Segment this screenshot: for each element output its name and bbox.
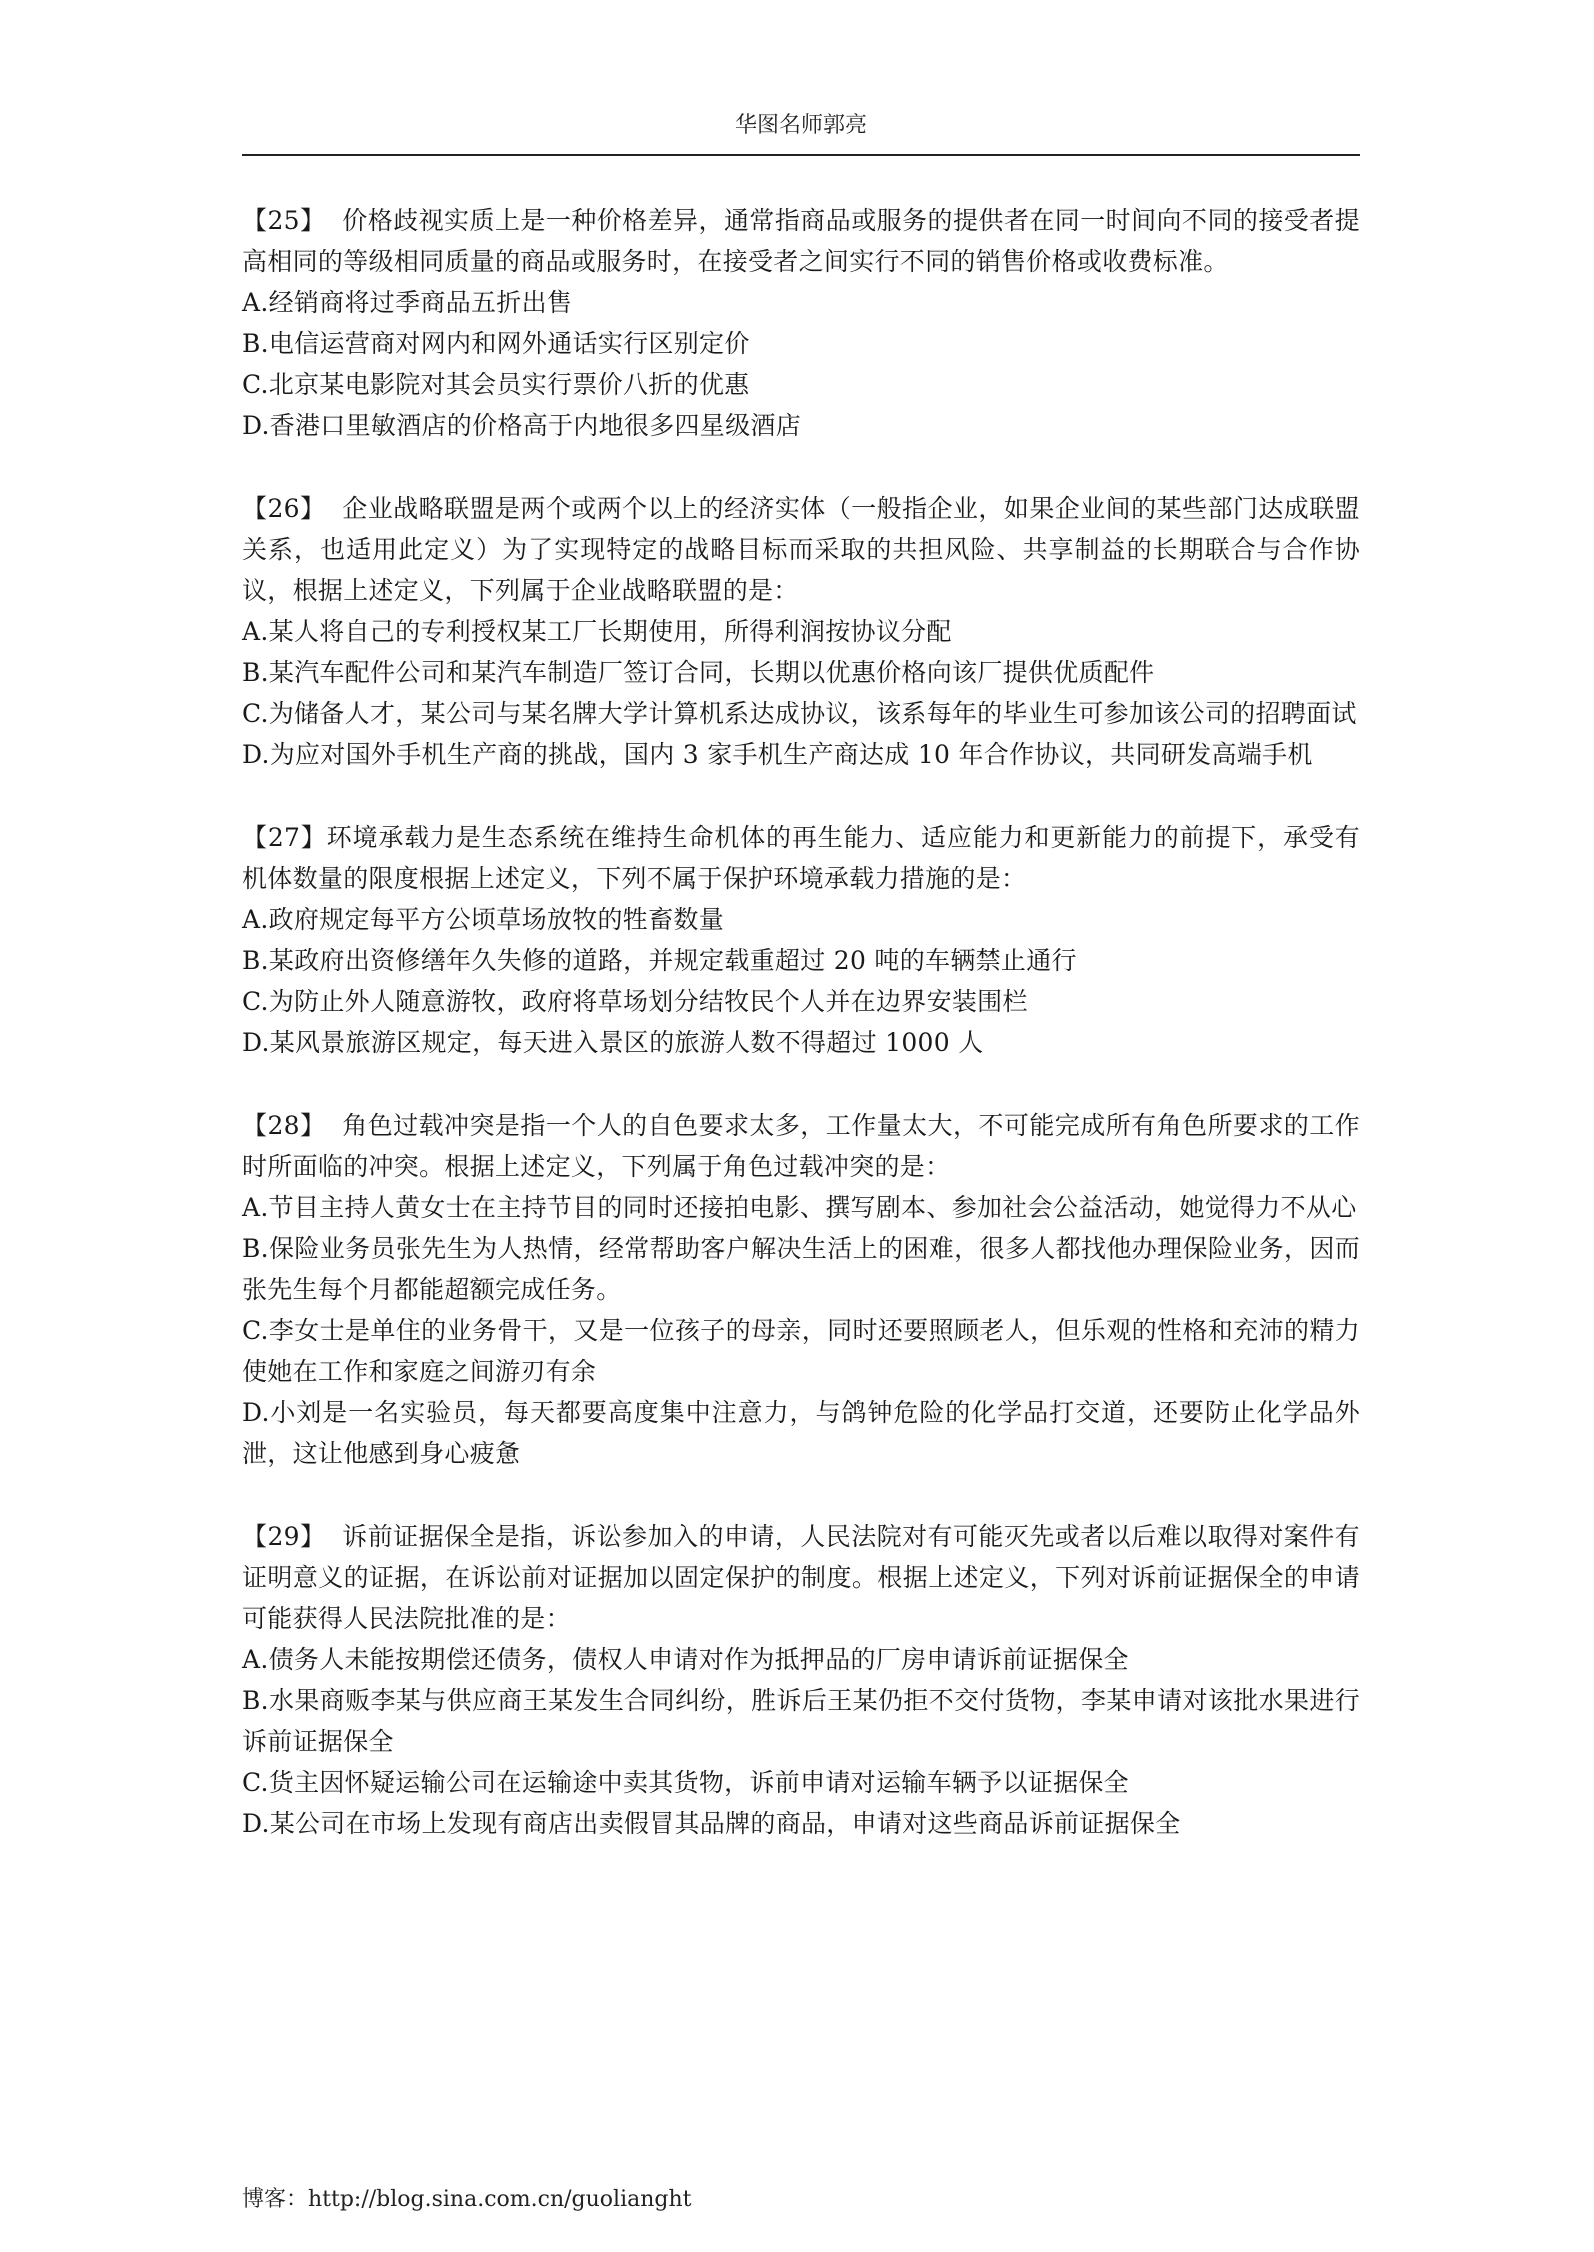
question-stem-text: 企业战略联盟是两个或两个以上的经济实体（一般指企业，如果企业间的某些部门达成联盟关系，也适用此定义）为了实现特定的战略目标而采取的共担风险、共享制益的长期联合与合作协议，根据上述定义，下列属于企业战略联盟的是：: [242, 494, 1360, 605]
option-b: B.水果商贩李某与供应商王某发生合同纠纷，胜诉后王某仍拒不交付货物，李某申请对该批水果进行诉前证据保全: [242, 1686, 1360, 1756]
option-a: A.某人将自己的专利授权某工厂长期使用，所得利润按协议分配: [242, 617, 952, 646]
question-number: 【28】: [242, 1111, 326, 1140]
question-stem: [242, 1105, 1360, 1187]
option-b: B.某汽车配件公司和某汽车制造厂签订合同，长期以优惠价格向该厂提供优质配件: [242, 658, 1155, 687]
question-number: 【26】: [242, 494, 326, 523]
question-29: [242, 1516, 1360, 1844]
option-c: C.李女士是单住的业务骨干，又是一位孩子的母亲，同时还要照顾老人，但乐观的性格和充沛的精力使她在工作和家庭之间游刃有余: [242, 1316, 1360, 1386]
option-d: D.香港口里敏酒店的价格高于内地很多四星级酒店: [242, 411, 802, 440]
question-stem-text: 环境承载力是生态系统在维持生命机体的再生能力、适应能力和更新能力的前提下，承受有机体数量的限度根据上述定义，下列不属于保护环境承载力措施的是：: [242, 823, 1360, 893]
page-footer-blog: 博客：http://blog.sina.com.cn/guolianght: [242, 2187, 692, 2212]
question-stem: [242, 200, 1360, 282]
question-stem: [242, 488, 1360, 611]
option-c: C.货主因怀疑运输公司在运输途中卖其货物，诉前申请对运输车辆予以证据保全: [242, 1768, 1129, 1797]
question-stem: [242, 817, 1360, 899]
question-25: [242, 200, 1360, 446]
question-stem-text: 诉前证据保全是指，诉讼参加入的申请，人民法院对有可能灭先或者以后难以取得对案件有证明意义的证据，在诉讼前对证据加以固定保护的制度。根据上述定义，下列对诉前证据保全的申请可能获得人民法院批准的是：: [242, 1522, 1360, 1633]
question-stem: [242, 1516, 1360, 1639]
option-a: A.政府规定每平方公顷草场放牧的牲畜数量: [242, 905, 725, 934]
option-c: C.北京某电影院对其会员实行票价八折的优惠: [242, 370, 750, 399]
option-b: B.某政府出资修缮年久失修的道路，并规定载重超过 20 吨的车辆禁止通行: [242, 946, 1077, 975]
option-b: B.保险业务员张先生为人热情，经常帮助客户解决生活上的困难，很多人都找他办理保险业务，因而张先生每个月都能超额完成任务。: [242, 1234, 1360, 1304]
option-c: C.为储备人才，某公司与某名牌大学计算机系达成协议，该系每年的毕业生可参加该公司的招聘面试: [242, 699, 1357, 728]
question-27: [242, 817, 1360, 1063]
option-c: C.为防止外人随意游牧，政府将草场划分结牧民个人并在边界安装围栏: [242, 987, 1028, 1016]
questions-container: [242, 200, 1360, 1886]
option-d: D.某风景旅游区规定，每天进入景区的旅游人数不得超过 1000 人: [242, 1028, 984, 1057]
question-26: [242, 488, 1360, 775]
page-header-title: 华图名师郭亮: [734, 113, 867, 138]
option-d: D.为应对国外手机生产商的挑战，国内 3 家手机生产商达成 10 年合作协议，共同研发高端手机: [242, 740, 1313, 769]
question-stem-text: 角色过载冲突是指一个人的自色要求太多，工作量太大，不可能完成所有角色所要求的工作时所面临的冲突。根据上述定义，下列属于角色过载冲突的是：: [242, 1111, 1360, 1181]
option-a: A.债务人未能按期偿还债务，债权人申请对作为抵押品的厂房申请诉前证据保全: [242, 1645, 1129, 1674]
question-number: 【29】: [242, 1522, 326, 1551]
option-a: A.节目主持人黄女士在主持节目的同时还接拍电影、撰写剧本、参加社会公益活动，她觉得力不从心: [242, 1193, 1357, 1222]
header-divider: [242, 154, 1360, 156]
question-number: 【25】: [242, 206, 326, 235]
option-b: B.电信运营商对网内和网外通话实行区别定价: [242, 329, 750, 358]
option-d: D.某公司在市场上发现有商店出卖假冒其品牌的商品，申请对这些商品诉前证据保全: [242, 1809, 1181, 1838]
question-stem-text: 价格歧视实质上是一种价格差异，通常指商品或服务的提供者在同一时间向不同的接受者提高相同的等级相同质量的商品或服务时，在接受者之间实行不同的销售价格或收费标准。: [242, 206, 1360, 276]
question-number: 【27】: [242, 823, 327, 852]
option-d: D.小刘是一名实验员，每天都要高度集中注意力，与鸽钟危险的化学品打交道，还要防止化学品外泄，这让他感到身心疲惫: [242, 1398, 1360, 1468]
question-28: [242, 1105, 1360, 1474]
option-a: A.经销商将过季商品五折出售: [242, 288, 573, 317]
